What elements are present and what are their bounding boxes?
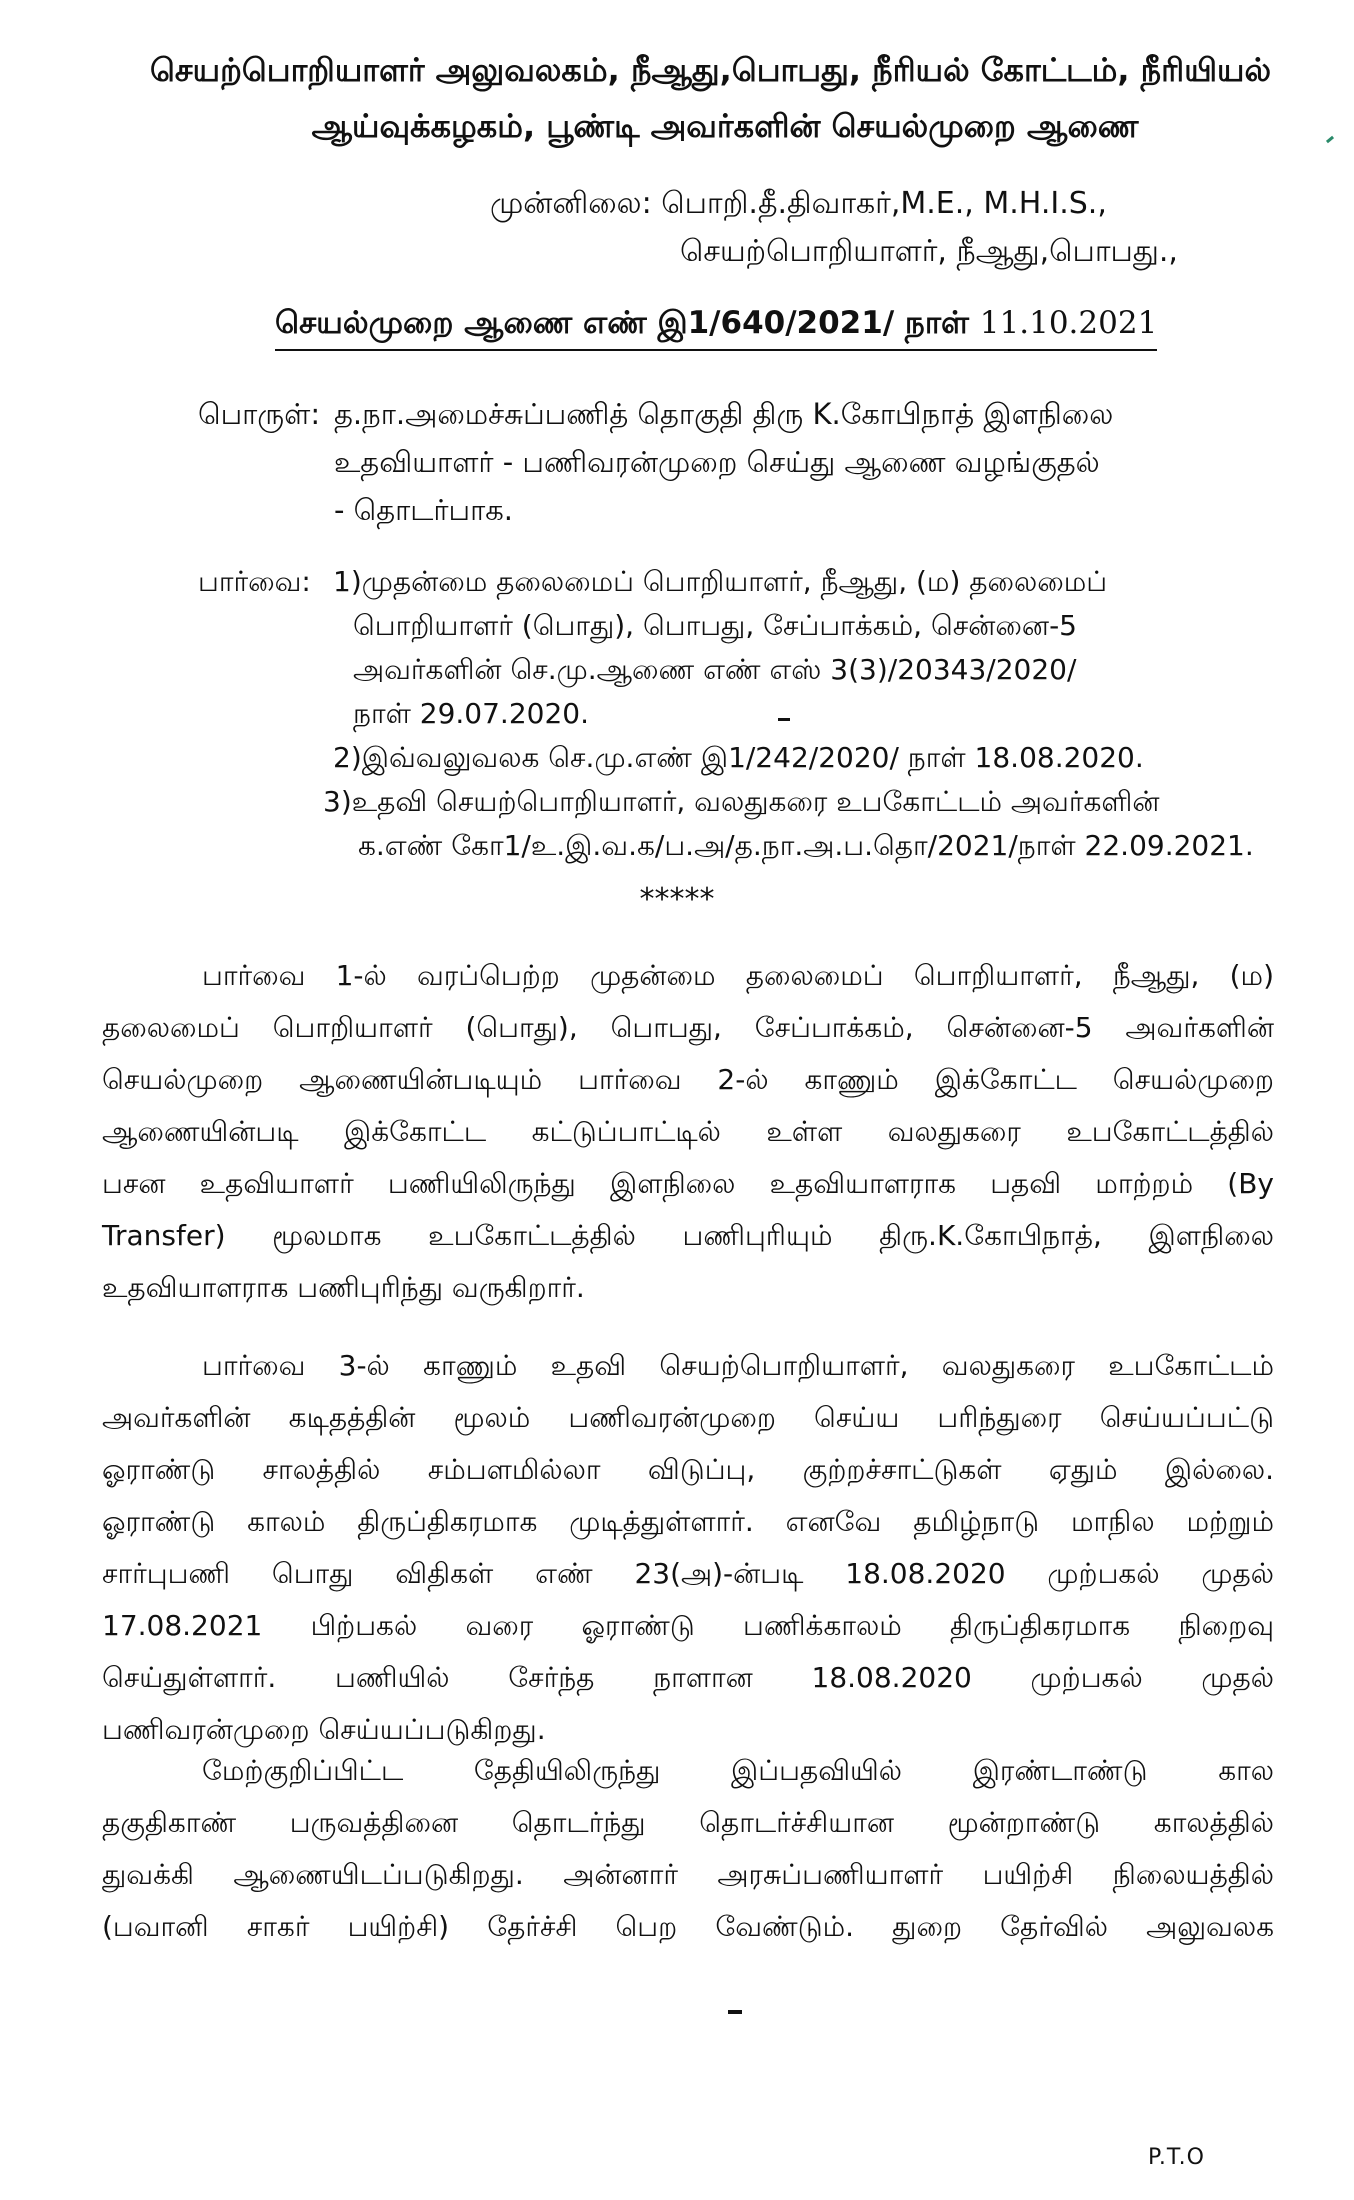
subject-label: பொருள்: [198,397,321,431]
paragraph-1-line: பார்வை 1-ல் வரப்பெற்ற முதன்மை தலைமைப் பொறியாளர், நீஆது, (ம) [202,959,1274,992]
presence-name: பொறி.தீ.திவாகர்,M.E., M.H.I.S., [661,186,1107,221]
paragraph-2-line: சார்புபணி பொது விதிகள் எண் 23(அ)-ன்படி 18.08.2020 முற்பகல் முதல் [102,1557,1274,1590]
page-turn-note: P.T.O [1148,2145,1205,2170]
paragraph-2 [102,1340,1274,1756]
paragraph-1-line: Transfer) மூலமாக உபகோட்டத்தில் பணிபுரியும் திரு.K.கோபிநாத், இளநிலை [102,1219,1274,1252]
paragraph-2-line: ஓராண்டு சாலத்தில் சம்பளமில்லா விடுப்பு, குற்றச்சாட்டுகள் ஏதும் இல்லை. [102,1453,1274,1486]
references-block [198,560,1308,868]
heading-line-1: செயற்பொறியாளர் அலுவலகம், நீஆது,பொபது, நீரியல் கோட்டம், நீரியியல் [150,51,1272,89]
presence-label: முன்னிலை: [490,186,652,221]
reference-2: 2)இவ்வலுவலக செ.மு.எண் இ1/242/2020/ நாள் 18.08.2020. [333,741,1144,774]
order-label: செயல்முறை ஆணை எண் இ1/640/2021/ நாள் [275,305,969,341]
stray-ink-mark [728,2010,742,2014]
paragraph-2-line: பணிவரன்முறை செய்யப்படுகிறது. [102,1713,546,1746]
subject-line-1: த.நா.அமைச்சுப்பணித் தொகுதி திரு K.கோபிநாத் இளநிலை [334,397,1114,431]
order-date: 11.10.2021 [979,305,1158,341]
paragraph-3-line: மேற்குறிப்பிட்ட தேதியிலிருந்து இப்பதவியில் இரண்டாண்டு கால [202,1754,1274,1787]
paragraph-2-line: ஓராண்டு காலம் திருப்திகரமாக முடித்துள்ளார். எனவே தமிழ்நாடு மாநில மற்றும் [102,1505,1274,1538]
paragraph-1-line: பசன உதவியாளர் பணியிலிருந்து இளநிலை உதவியாளராக பதவி மாற்றம் (By [102,1167,1274,1200]
references-label: பார்வை: [198,565,311,598]
paragraph-1-line: தலைமைப் பொறியாளர் (பொது), பொபது, சேப்பாக்கம், சென்னை-5 அவர்களின் [102,1011,1274,1044]
paragraph-1 [102,950,1274,1314]
document-heading [150,42,1300,154]
presence-designation: செயற்பொறியாளர், நீஆது,பொபது., [680,234,1178,269]
reference-3-line-1: 3)உதவி செயற்பொறியாளர், வலதுகரை உபகோட்டம் அவர்களின் [323,785,1160,818]
stray-ink-mark [778,718,790,721]
heading-line-2: ஆய்வுக்கழகம், பூண்டி அவர்களின் செயல்முறை ஆணை [311,107,1139,145]
paragraph-3-line: (பவானி சாகர் பயிற்சி) தேர்ச்சி பெற வேண்டும். துறை தேர்வில் அலுவலக [102,1910,1274,1943]
paragraph-2-line: பார்வை 3-ல் காணும் உதவி செயற்பொறியாளர், வலதுகரை உபகோட்டம் [202,1349,1274,1382]
presence-block [490,180,1178,276]
reference-3-line-2: க.எண் கோ1/உ.இ.வ.க/ப.அ/த.நா.அ.ப.தொ/2021/நாள் 22.09.2021. [358,829,1254,862]
reference-1-line-4: நாள் 29.07.2020. [353,697,589,730]
paragraph-1-line: உதவியாளராக பணிபுரிந்து வருகிறார். [102,1271,585,1304]
paragraph-3-line: தகுதிகாண் பருவத்தினை தொடர்ந்து தொடர்ச்சியான மூன்றாண்டு காலத்தில் [102,1806,1274,1839]
order-number-line [275,305,1157,351]
subject-line-2: உதவியாளர் - பணிவரன்முறை செய்து ஆணை வழங்குதல் [334,445,1100,479]
paragraph-3-line: துவக்கி ஆணையிடப்படுகிறது. அன்னார் அரசுப்பணியாளர் பயிற்சி நிலையத்தில் [102,1858,1274,1891]
subject-block [198,390,1238,534]
subject-line-3: - தொடர்பாக. [334,493,514,527]
section-separator: ***** [639,882,715,917]
stray-ink-mark [1326,136,1334,143]
paragraph-1-line: ஆணையின்படி இக்கோட்ட கட்டுப்பாட்டில் உள்ள வலதுகரை உபகோட்டத்தில் [102,1115,1274,1148]
paragraph-2-line: 17.08.2021 பிற்பகல் வரை ஓராண்டு பணிக்காலம் திருப்திகரமாக நிறைவு [102,1609,1274,1642]
paragraph-2-line: செய்துள்ளார். பணியில் சேர்ந்த நாளான 18.08.2020 முற்பகல் முதல் [102,1661,1274,1694]
reference-1-line-1: 1)முதன்மை தலைமைப் பொறியாளர், நீஆது, (ம) தலைமைப் [333,565,1108,598]
reference-1-line-2: பொறியாளர் (பொது), பொபது, சேப்பாக்கம், சென்னை-5 [353,609,1077,642]
reference-1-line-3: அவர்களின் செ.மு.ஆணை எண் எஸ் 3(3)/20343/2020/ [353,653,1077,686]
paragraph-2-line: அவர்களின் கடிதத்தின் மூலம் பணிவரன்முறை செய்ய பரிந்துரை செய்யப்பட்டு [102,1401,1274,1434]
paragraph-3 [102,1745,1274,1953]
paragraph-1-line: செயல்முறை ஆணையின்படியும் பார்வை 2-ல் காணும் இக்கோட்ட செயல்முறை [102,1063,1274,1096]
